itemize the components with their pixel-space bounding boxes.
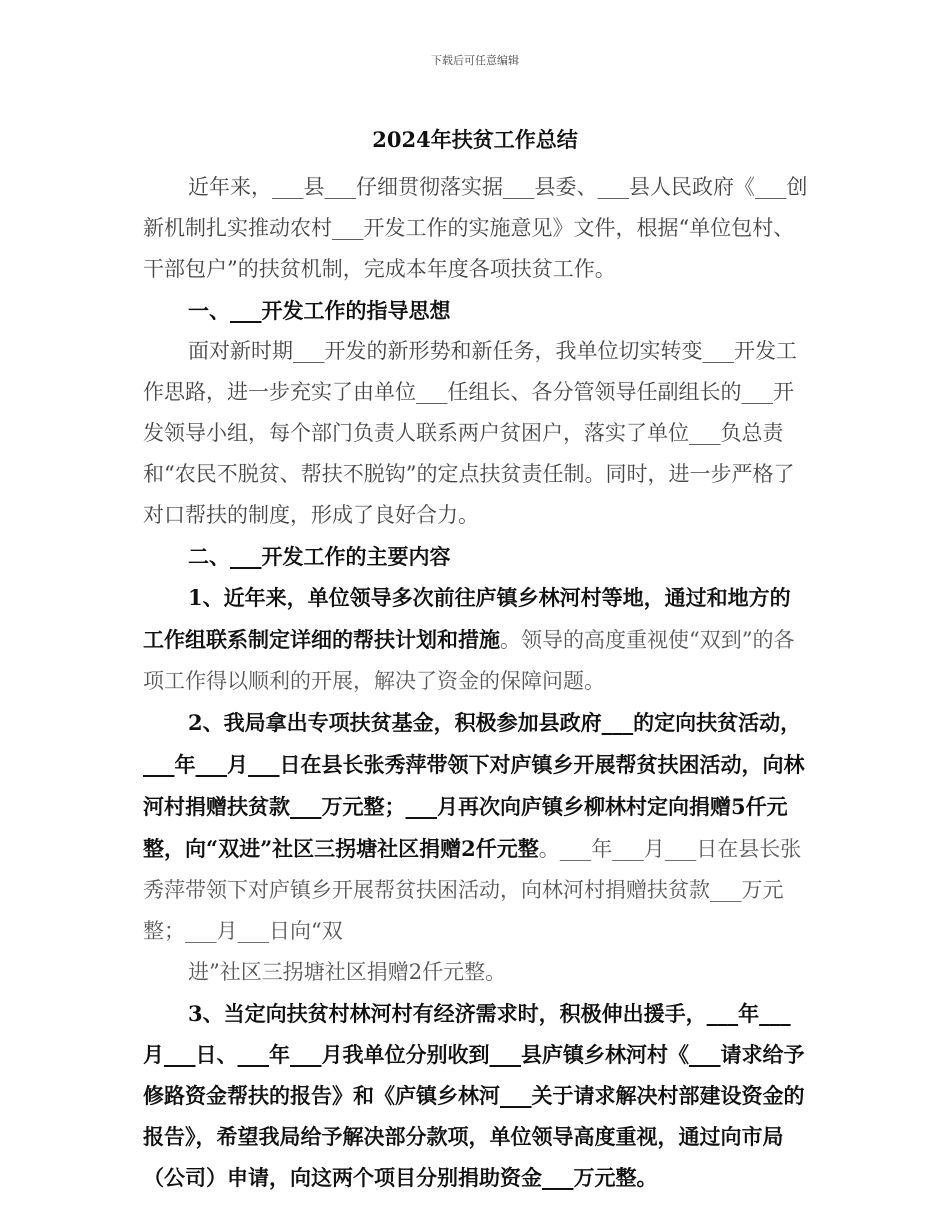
- item-1-paragraph: [143, 577, 811, 702]
- page-header-note: 下载后可任意编辑: [431, 54, 519, 67]
- item-1-regular-text: 。领导的高度重视使“双到”的各项工作得以顺利的开展，解决了资金的保障问题。: [143, 628, 795, 693]
- intro-paragraph: 近年来，___县___仔细贯彻落实据___县委、___县人民政府《___创新机制扎实推动农村___开发工作的实施意见》文件，根据“单位包村、干部包户”的扶贫机制，完成本年度各项扶贫工作。: [143, 175, 808, 281]
- document-title: 2024年扶贫工作总结: [372, 127, 578, 152]
- item-2-paragraph: [143, 702, 811, 952]
- item-2-tail-paragraph: 进”社区三拐塘社区捐赠2仟元整。: [188, 960, 507, 984]
- item-2-bold-text: 2、我局拿出专项扶贫基金，积极参加县政府___的定向扶贫活动，___年___月___日在县长张秀萍带领下对庐镇乡开展帮贫扶困活动，向林河村捐赠扶贫款___万元整；___月再次向庐镇乡柳林村定向捐赠5仟元整，向“双进”社区三拐塘社区捐赠2仟元整: [143, 710, 805, 861]
- item-1-bold-text: 1、近年来，单位领导多次前往庐镇乡林河村等地，通过和地方的工作组联系制定详细的帮扶计划和措施: [143, 585, 791, 652]
- item-3-paragraph: 3、当定向扶贫村林河村有经济需求时，积极伸出援手，___年___月___日、___年___月我单位分别收到___县庐镇乡林河村《___请求给予修路资金帮扶的报告》和《庐镇乡林河___关于请求解决村部建设资金的报告》，希望我局给予解决部分款项，单位领导高度重视，通过向市局（公司）申请，向这两个项目分别捐助资金___万元整。: [143, 1001, 805, 1190]
- section-1-paragraph: 面对新时期___开发的新形势和新任务，我单位切实转变___开发工作思路，进一步充实了由单位___任组长、各分管领导任副组长的___开发领导小组，每个部门负责人联系两户贫困户，落实了单位___负总责和“农民不脱贫、帮扶不脱钩”的定点扶贫责任制。同时，进一步严格了对口帮扶的制度，形成了良好合力。: [143, 339, 797, 527]
- section-1-heading: 一、___开发工作的指导思想: [188, 298, 451, 323]
- section-2-heading: 二、___开发工作的主要内容: [188, 544, 451, 569]
- document-body: [143, 167, 811, 1198]
- item-2-regular-text: 。___年___月___日在县长张秀萍带领下对庐镇乡开展帮贫扶困活动，向林河村捐赠扶贫款___万元整；___月___日向“双: [143, 837, 802, 943]
